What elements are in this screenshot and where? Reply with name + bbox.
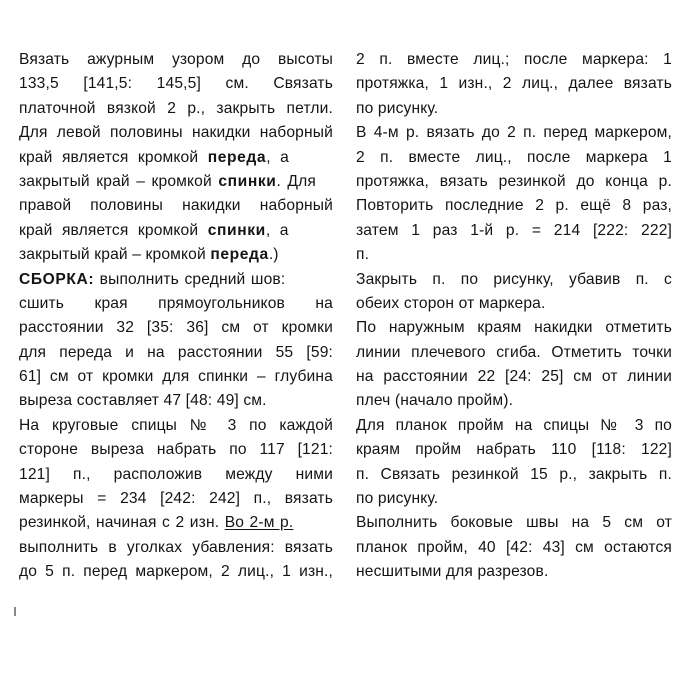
text-line: 133,5 [141,5: 145,5] см. Связать	[19, 75, 333, 93]
text-line: По наружным краям накидки отметить	[356, 319, 672, 337]
text-line: Закрыть п. по рисунку, убавив п. с	[356, 270, 672, 288]
text-line: правой половины накидки наборный	[19, 197, 333, 215]
right-column	[356, 48, 672, 585]
text-line: Для планок пройм на спицы № 3 по	[356, 416, 672, 434]
text-line: плеч (начало пройм).	[356, 392, 514, 410]
text-line: стороне выреза набрать по 117 [121:	[19, 441, 333, 459]
text-line: по рисунку.	[356, 99, 439, 117]
text-line: выполнить в уголках убавления: вязать	[19, 538, 333, 556]
text-line: обеих сторон от маркера.	[356, 294, 546, 312]
text-line: резинкой, начиная с 2 изн. Во 2-м р.	[19, 514, 294, 532]
text-line: п.	[356, 246, 370, 264]
text-line: край является кромкой переда, а	[19, 148, 289, 166]
text-line: протяжка, вязать резинкой до конца р.	[356, 172, 672, 190]
text-line: линии плечевого сгиба. Отметить точки	[356, 343, 672, 361]
text-line: выреза составляет 47 [48: 49] см.	[19, 392, 267, 410]
bold-term: спинки	[218, 172, 277, 190]
text-line: несшитыми для разрезов.	[356, 563, 549, 581]
text-line: планок пройм, 40 [42: 43] см остаются	[356, 538, 672, 556]
text-line: 2 п. вместе лиц.; после маркера: 1	[356, 51, 672, 68]
text-line: затем 1 раз 1-й р. = 214 [222: 222]	[356, 221, 672, 239]
text-line: на расстоянии 22 [24: 25] см от линии	[356, 368, 672, 386]
text-line: 121] п., расположив между ними	[19, 465, 333, 483]
section-heading: СБОРКА:	[19, 270, 95, 288]
text-line: край является кромкой спинки, а	[19, 221, 289, 239]
text-line: краям пройм набрать 110 [118: 122]	[356, 441, 672, 459]
text-line: для переда и на расстоянии 55 [59:	[19, 343, 333, 361]
text-line: расстоянии 32 [35: 36] см от кромки	[19, 319, 333, 337]
text-line: СБОРКА: выполнить средний шов:	[19, 270, 286, 288]
text-line: В 4-м р. вязать до 2 п. перед маркером,	[356, 124, 672, 142]
text-line: по рисунку.	[356, 490, 439, 508]
text-line: Выполнить боковые швы на 5 см от	[356, 514, 672, 532]
text-line: закрытый край – кромкой спинки. Для	[19, 172, 316, 190]
left-column	[19, 48, 333, 585]
text-line: сшить края прямоугольников на	[19, 294, 333, 312]
text-line: п. Связать резинкой 15 р., закрыть п.	[356, 465, 672, 483]
text-line: Для левой половины накидки наборный	[19, 124, 333, 142]
text-line: закрытый край – кромкой переда.)	[19, 246, 279, 264]
bold-term: переда	[207, 148, 267, 166]
bold-term: переда	[210, 246, 269, 264]
text-line: до 5 п. перед маркером, 2 лиц., 1 изн.,	[19, 563, 333, 581]
text-line: Вязать ажурным узором до высоты	[19, 51, 333, 68]
scan-mark	[14, 607, 16, 616]
text-line: На круговые спицы № 3 по каждой	[19, 416, 333, 434]
text-line: 61] см от кромки для спинки – глубина	[19, 368, 333, 386]
bold-term: спинки	[207, 221, 266, 239]
text-line: маркеры = 234 [242: 242] п., вязать	[19, 490, 333, 508]
text-line: 2 п. вместе лиц., после маркера 1	[356, 148, 672, 166]
text-line: платочной вязкой 2 р., закрыть петли.	[19, 99, 333, 117]
text-line: Повторить последние 2 р. ещё 8 раз,	[356, 197, 672, 215]
text-line: протяжка, 1 изн., 2 лиц., далее вязать	[356, 75, 672, 93]
underlined-phrase: Во 2-м р.	[224, 514, 294, 532]
